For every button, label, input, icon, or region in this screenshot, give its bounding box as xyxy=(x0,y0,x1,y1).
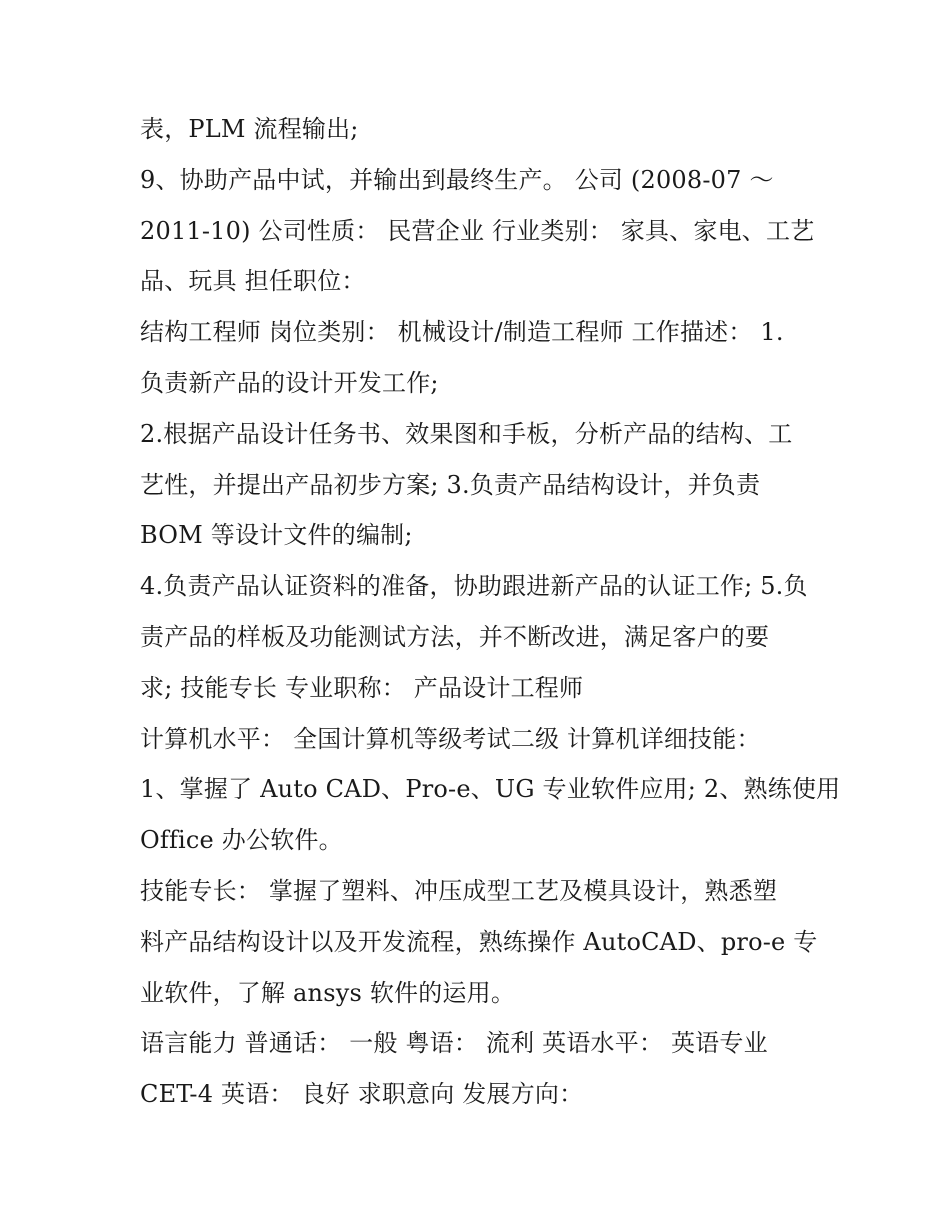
text-line: 4.负责产品认证资料的准备，协助跟进新产品的认证工作; 5.负 xyxy=(140,572,808,601)
text-line: 技能专长： 掌握了塑料、冲压成型工艺及模具设计，熟悉塑 xyxy=(140,876,778,905)
text-line: 2.根据产品设计任务书、效果图和手板，分析产品的结构、工 xyxy=(140,419,793,448)
text-line: 负责新产品的设计开发工作; xyxy=(140,368,439,397)
text-line: 计算机水平： 全国计算机等级考试二级 计算机详细技能： xyxy=(140,724,761,753)
text-line: 2011-10) 公司性质： 民营企业 行业类别： 家具、家电、工艺 xyxy=(140,216,815,245)
text-line: Office 办公软件。 xyxy=(140,826,343,855)
text-line: 求; 技能专长 专业职称： 产品设计工程师 xyxy=(140,673,584,702)
text-line: CET-4 英语： 良好 求职意向 发展方向： xyxy=(140,1080,584,1109)
text-line: 1、掌握了 Auto CAD、Pro-e、UG 专业软件应用; 2、熟练使用 xyxy=(140,775,841,804)
text-line: 艺性，并提出产品初步方案; 3.负责产品结构设计，并负责 xyxy=(140,470,761,499)
document-page xyxy=(140,104,841,1120)
text-line: 语言能力 普通话： 一般 粤语： 流利 英语水平： 英语专业 xyxy=(140,1029,768,1058)
text-line: 责产品的样板及功能测试方法，并不断改进，满足客户的要 xyxy=(140,622,770,651)
text-line: 料产品结构设计以及开发流程，熟练操作 AutoCAD、pro-e 专 xyxy=(140,927,818,956)
text-line: 业软件，了解 ansys 软件的运用。 xyxy=(140,978,516,1007)
text-line: 品、玩具 担任职位： xyxy=(140,267,366,296)
text-line: 9、协助产品中试，并输出到最终生产。 公司 (2008-07 ～ xyxy=(140,165,774,194)
text-line: 结构工程师 岗位类别： 机械设计/制造工程师 工作描述： 1. xyxy=(140,318,784,347)
text-line: BOM 等设计文件的编制; xyxy=(140,521,413,550)
text-line: 表，PLM 流程输出; xyxy=(140,115,359,143)
